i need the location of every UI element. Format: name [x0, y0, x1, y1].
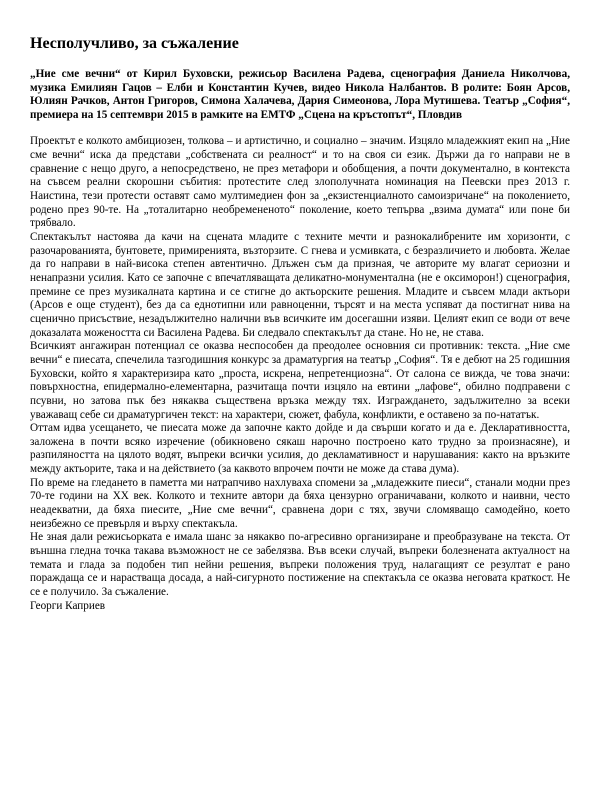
article [30, 34, 570, 613]
paragraph: Не зная дали режисьорката е имала шанс за някакво по-агресивно организиране и преобразуване на текста. От външна гледна точка такава възможност не се забелязва. Във всеки случай, въпреки болезнената актуалност на темата и глада за подобен тип нейни решения, въпреки положения труд, налагащият се резултат е рано пораждаща се и нарастваща досада, а най-сигурното постижение на спектакъла се оказва неговата краткост. Не се е получило. За съжаление. [30, 531, 570, 599]
paragraph: Всичкият ангажиран потенциал се оказва неспособен да преодолее основния си противник: текста. „Ние сме вечни“ е пиесата, спечелила тазгодишния конкурс за драматургия на театър „София“. Тя е дебют на 25 годишния Буховски, който я характеризира като „проста, искрена, непретенциозна“. От салона се вижда, че това значи: повърхностна, епидермално-елементарна, разчитаща почти изцяло на евтини „лафове“, обилно подправени с псувни, но затова пък без някаква съществена връзка между тях. Изграждането, задължително за всеки уважаващ себе си драматургичен текст: на характери, сюжет, фабула, конфликти, е оставено за по-нататък. [30, 340, 570, 421]
author-signature: Георги Каприев [30, 599, 106, 612]
production-credits: „Ние сме вечни“ от Кирил Буховски, режисьор Василена Радева, сценография Даниела Николчова, музика Емилиян Гацов – Елби и Константин Кучев, видео Никола Налбантов. В ролите: Боян Арсов, Юлиян Рачков, Антон Григоров, Симона Халачева, Дария Симеонова, Лора Мутишева. Театър „София“, премиера на 15 септември 2015 в рамките на ЕМТФ „Сцена на кръстопът“, Пловдив [30, 68, 570, 121]
paragraph: Оттам идва усещането, че пиесата може да започне както дойде и да свърши когато и да е. Декларативността, заложена в почти всяко изречение (обикновено сякаш нарочно построено като трудно за произнасяне), и разпиляността на цялото водят, въпреки всички усилия, до декламативност и нарушавания: както на връзките между актьорите, така и на действието (за каквото впрочем почти не може да става дума). [30, 422, 570, 476]
article-body [30, 135, 570, 599]
paragraph: Проектът е колкото амбициозен, толкова – и артистично, и социално – значим. Изцяло младежкият екип на „Ние сме вечни“ иска да представи „собствената си реалност“ и то на своя си език. Държи да го направи не в сравнение с нещо друго, а непосредствено, не през метафори и обобщения, а почти документално, в контекста на съвсем реални скорошни събития: протестите след злополучната номинация на Пеевски през 2013 г. Наистина, тези протести оставят само мултимедиен фон за „екзистенциалното самоизричане“ на поколението, родено през 90-те. На „тоталитарно необремененото“ поколение, което тепърва „взима думата“ или поне би трябвало. [30, 135, 570, 230]
article-title: Несполучливо, за съжаление [30, 35, 239, 52]
paragraph: Спектакълът настоява да качи на сцената младите с техните мечти и разнокалибрените им хоризонти, с разочарованията, бунтовете, примиренията, възторзите. С гнева и усмивката, с безразличието и любовта. Желае да го направи в най-висока степен автентично. Длъжен съм да призная, че авторите му влагат сериозни и ненапразни усилия. Като се започне с впечатляващата деликатно-монументална (не е оксиморон!) сценография, премине се през музикалната картина и се стигне до актьорските решения. Младите и съвсем млади актьори (Арсов е още студент), без да са еднотипни или равноценни, търсят и на места успяват да постигнат нива на сценично присъствие, незадължително налични във всичките им досегашни изяви. Целият екип се води от вече доказалата можеността си Василена Радева. Би следвало спектакълът да стане. Но не, не става. [30, 230, 570, 339]
paragraph: По време на гледането в паметта ми натрапчиво нахлуваха спомени за „младежките пиеси“, станали модни през 70-те години на ХХ век. Колкото и техните автори да бяха цензурно ограничавани, колкото и наивни, често неадекватни, да бяха пиесите, „Ние сме вечни“, сравнена дори с тях, звучи сломяващо самодейно, което неизбежно се превърля и върху спектакъла. [30, 476, 570, 530]
